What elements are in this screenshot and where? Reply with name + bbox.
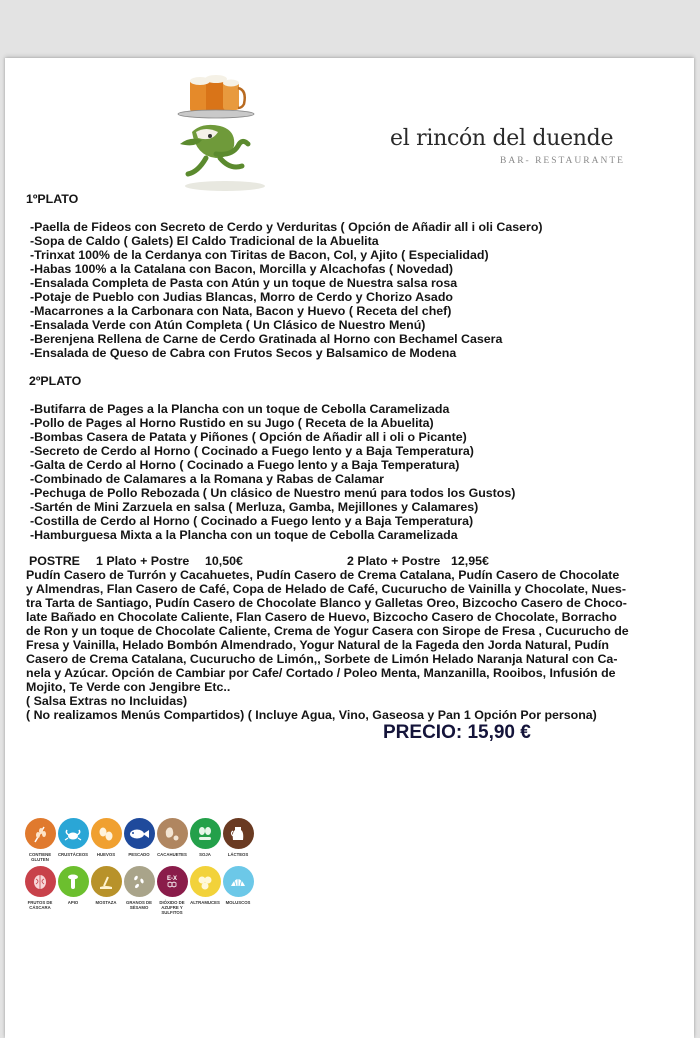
duende-mascot-icon [170,74,290,194]
note-compartidos: ( No realizamos Menús Compartidos) ( Incluye Agua, Vino, Gaseosa y Pan 1 Opción Por persona) [26,708,597,722]
allergen-label: CONTIENE GLUTEN [28,852,52,862]
peanut-icon [157,818,188,849]
allergen-label: MOLUSCOS [225,900,251,905]
allergen-label: CRUSTÁCEOS [57,852,89,857]
postre-line: Mojito, Te Verde con Jengibre Etc.. [26,680,231,694]
allergen-label: ALTRAMUCES [190,900,220,905]
menu-item: -Sopa de Caldo ( Galets) El Caldo Tradicional de la Abuelita [30,234,379,248]
postre-title: POSTRE [29,554,80,568]
menu-item: -Habas 100% a la Catalana con Bacon, Morcilla y Alcachofas ( Novedad) [30,262,454,276]
menu-item: -Bombas Casera de Patata y Piñones ( Opción de Añadir all i oli o Picante) [30,430,467,444]
allergen-cacahuetes [155,818,189,857]
allergen-label: FRUTOS DE CÁSCARA [27,900,53,910]
logo-title: el rincón del duende [390,126,614,151]
allergen-frutos-cascara [23,866,57,910]
menu-item: -Sartén de Mini Zarzuela en salsa ( Merluza, Gamba, Mejillones y Calamares) [30,500,479,514]
menu-item: -Combinado de Calamares a la Romana y Rabas de Calamar [30,472,384,486]
menu-item: -Hamburguesa Mixta a la Plancha con un toque de Cebolla Caramelizada [30,528,458,542]
postre-line: de Ron y un toque de Chocolate Caliente, Crema de Yogur Casera con Sirope de Fresa , Cucurucho de [26,624,629,638]
allergen-crustaceos [56,818,90,857]
menu-item: -Trinxat 100% de la Cerdanya con Tiritas de Bacon, Col, y Ajito ( Especialidad) [30,248,489,262]
menu-item: -Secreto de Cerdo al Horno ( Cocinado a Fuego lento y a Baja Temperatura) [30,444,474,458]
logo-subtitle: BAR- RESTAURANTE [500,156,625,166]
section-title-primero: 1ºPLATO [26,192,79,206]
allergen-label: APIO [67,900,79,905]
milk-jug-icon [223,818,254,849]
walnut-icon [25,866,56,897]
celery-icon [58,866,89,897]
section-title-segundo: 2ºPLATO [29,374,82,388]
menu-item: -Berenjena Rellena de Carne de Cerdo Gratinada al Horno con Bechamel Casera [30,332,503,346]
postre-line: Fresa y Vainilla, Helado Bombón Almendrado, Yogur Natural de la Fageda den Jorda Natural, Pudín [26,638,609,652]
allergen-moluscos [221,866,255,905]
postre-option2-label: 2 Plato + Postre [347,554,441,568]
postre-option2-price: 12,95€ [451,554,489,568]
menu-item: -Galta de Cerdo al Horno ( Cocinado a Fuego lento y a Baja Temperatura) [30,458,460,472]
postre-line: y Almendras, Flan Casero de Café, Copa de Helado de Café, Cucurucho de Vainilla y Chocolate, Nues- [26,582,626,596]
menu-item: -Potaje de Pueblo con Judias Blancas, Morro de Cerdo y Chorizo Asado [30,290,453,304]
postre-line: Pudín Casero de Turrón y Cacahuetes, Pudín Casero de Crema Catalana, Pudín Casero de Chocolate [26,568,620,582]
allergen-gluten [23,818,57,862]
menu-item: -Pechuga de Pollo Rebozada ( Un clásico de Nuestro menú para todos los Gustos) [30,486,516,500]
allergen-label: HUEVOS [96,852,116,857]
menu-page [5,58,694,1038]
wheat-icon [25,818,56,849]
allergen-soja [188,818,222,857]
allergen-label: LÁCTEOS [227,852,249,857]
menu-item: -Ensalada de Queso de Cabra con Frutos Secos y Balsamico de Modena [30,346,457,360]
postre-option1-price: 10,50€ [205,554,243,568]
menu-item: -Macarrones a la Carbonara con Nata, Bacon y Huevo ( Receta del chef) [30,304,452,318]
soy-icon [190,818,221,849]
allergen-label: DIÓXIDO DE AZUFRE Y SULFITOS [159,900,185,915]
allergen-sulfitos [155,866,189,915]
fish-icon [124,818,155,849]
eggs-icon [91,818,122,849]
menu-item: -Ensalada Completa de Pasta con Atún y un toque de Nuestra salsa rosa [30,276,458,290]
allergen-label: CACAHUETES [157,852,187,857]
allergen-label: PESCADO [128,852,150,857]
postre-line: nela y Azúcar. Opción de Cambiar por Cafe/ Cortado / Poleo Menta, Manzanilla, Rooibos, Infusión de [26,666,616,680]
postre-line: tra Tarta de Santiago, Pudín Casero de Chocolate Blanco y Galletas Oreo, Bizcocho Casero de Choco- [26,596,627,610]
menu-item: -Paella de Fideos con Secreto de Cerdo y Verduritas ( Opción de Añadir all i oli Casero) [30,220,543,234]
allergen-sesamo [122,866,156,910]
postre-line: late Bañado en Chocolate Caliente, Flan Casero de Huevo, Bizcocho Casero de Chocolate, Borracho [26,610,617,624]
allergen-pescado [122,818,156,857]
allergen-label: GRANOS DE SÉSAMO [125,900,153,910]
postre-line: Casero de Crema Catalana, Cucurucho de Limón,, Sorbete de Limón Helado Naranja Natural con Ca- [26,652,618,666]
sesame-icon [124,866,155,897]
allergen-apio [56,866,90,905]
allergen-altramuces [188,866,222,905]
menu-item: -Butifarra de Pages a la Plancha con un toque de Cebolla Caramelizada [30,402,450,416]
allergen-lacteos [221,818,255,857]
note-salsa: ( Salsa Extras no Incluidas) [26,694,188,708]
allergen-label: MOSTAZA [95,900,117,905]
sulfite-icon [157,866,188,897]
allergen-huevos [89,818,123,857]
menu-item: -Ensalada Verde con Atún Completa ( Un Clásico de Nuestro Menú) [30,318,426,332]
menu-item: -Costilla de Cerdo al Horno ( Cocinado a Fuego lento y a Baja Temperatura) [30,514,474,528]
allergen-label: SOJA [199,852,211,857]
postre-option1-label: 1 Plato + Postre [96,554,190,568]
mustard-icon [91,866,122,897]
restaurant-logo [170,74,625,194]
lupin-icon [190,866,221,897]
svg-text:E-X: E-X [166,875,178,882]
crab-icon [58,818,89,849]
menu-item: -Pollo de Pages al Horno Rustido en su Jugo ( Receta de la Abuelita) [30,416,434,430]
allergen-mostaza [89,866,123,905]
menu-price: PRECIO: 15,90 € [383,722,531,743]
shell-icon [223,866,254,897]
